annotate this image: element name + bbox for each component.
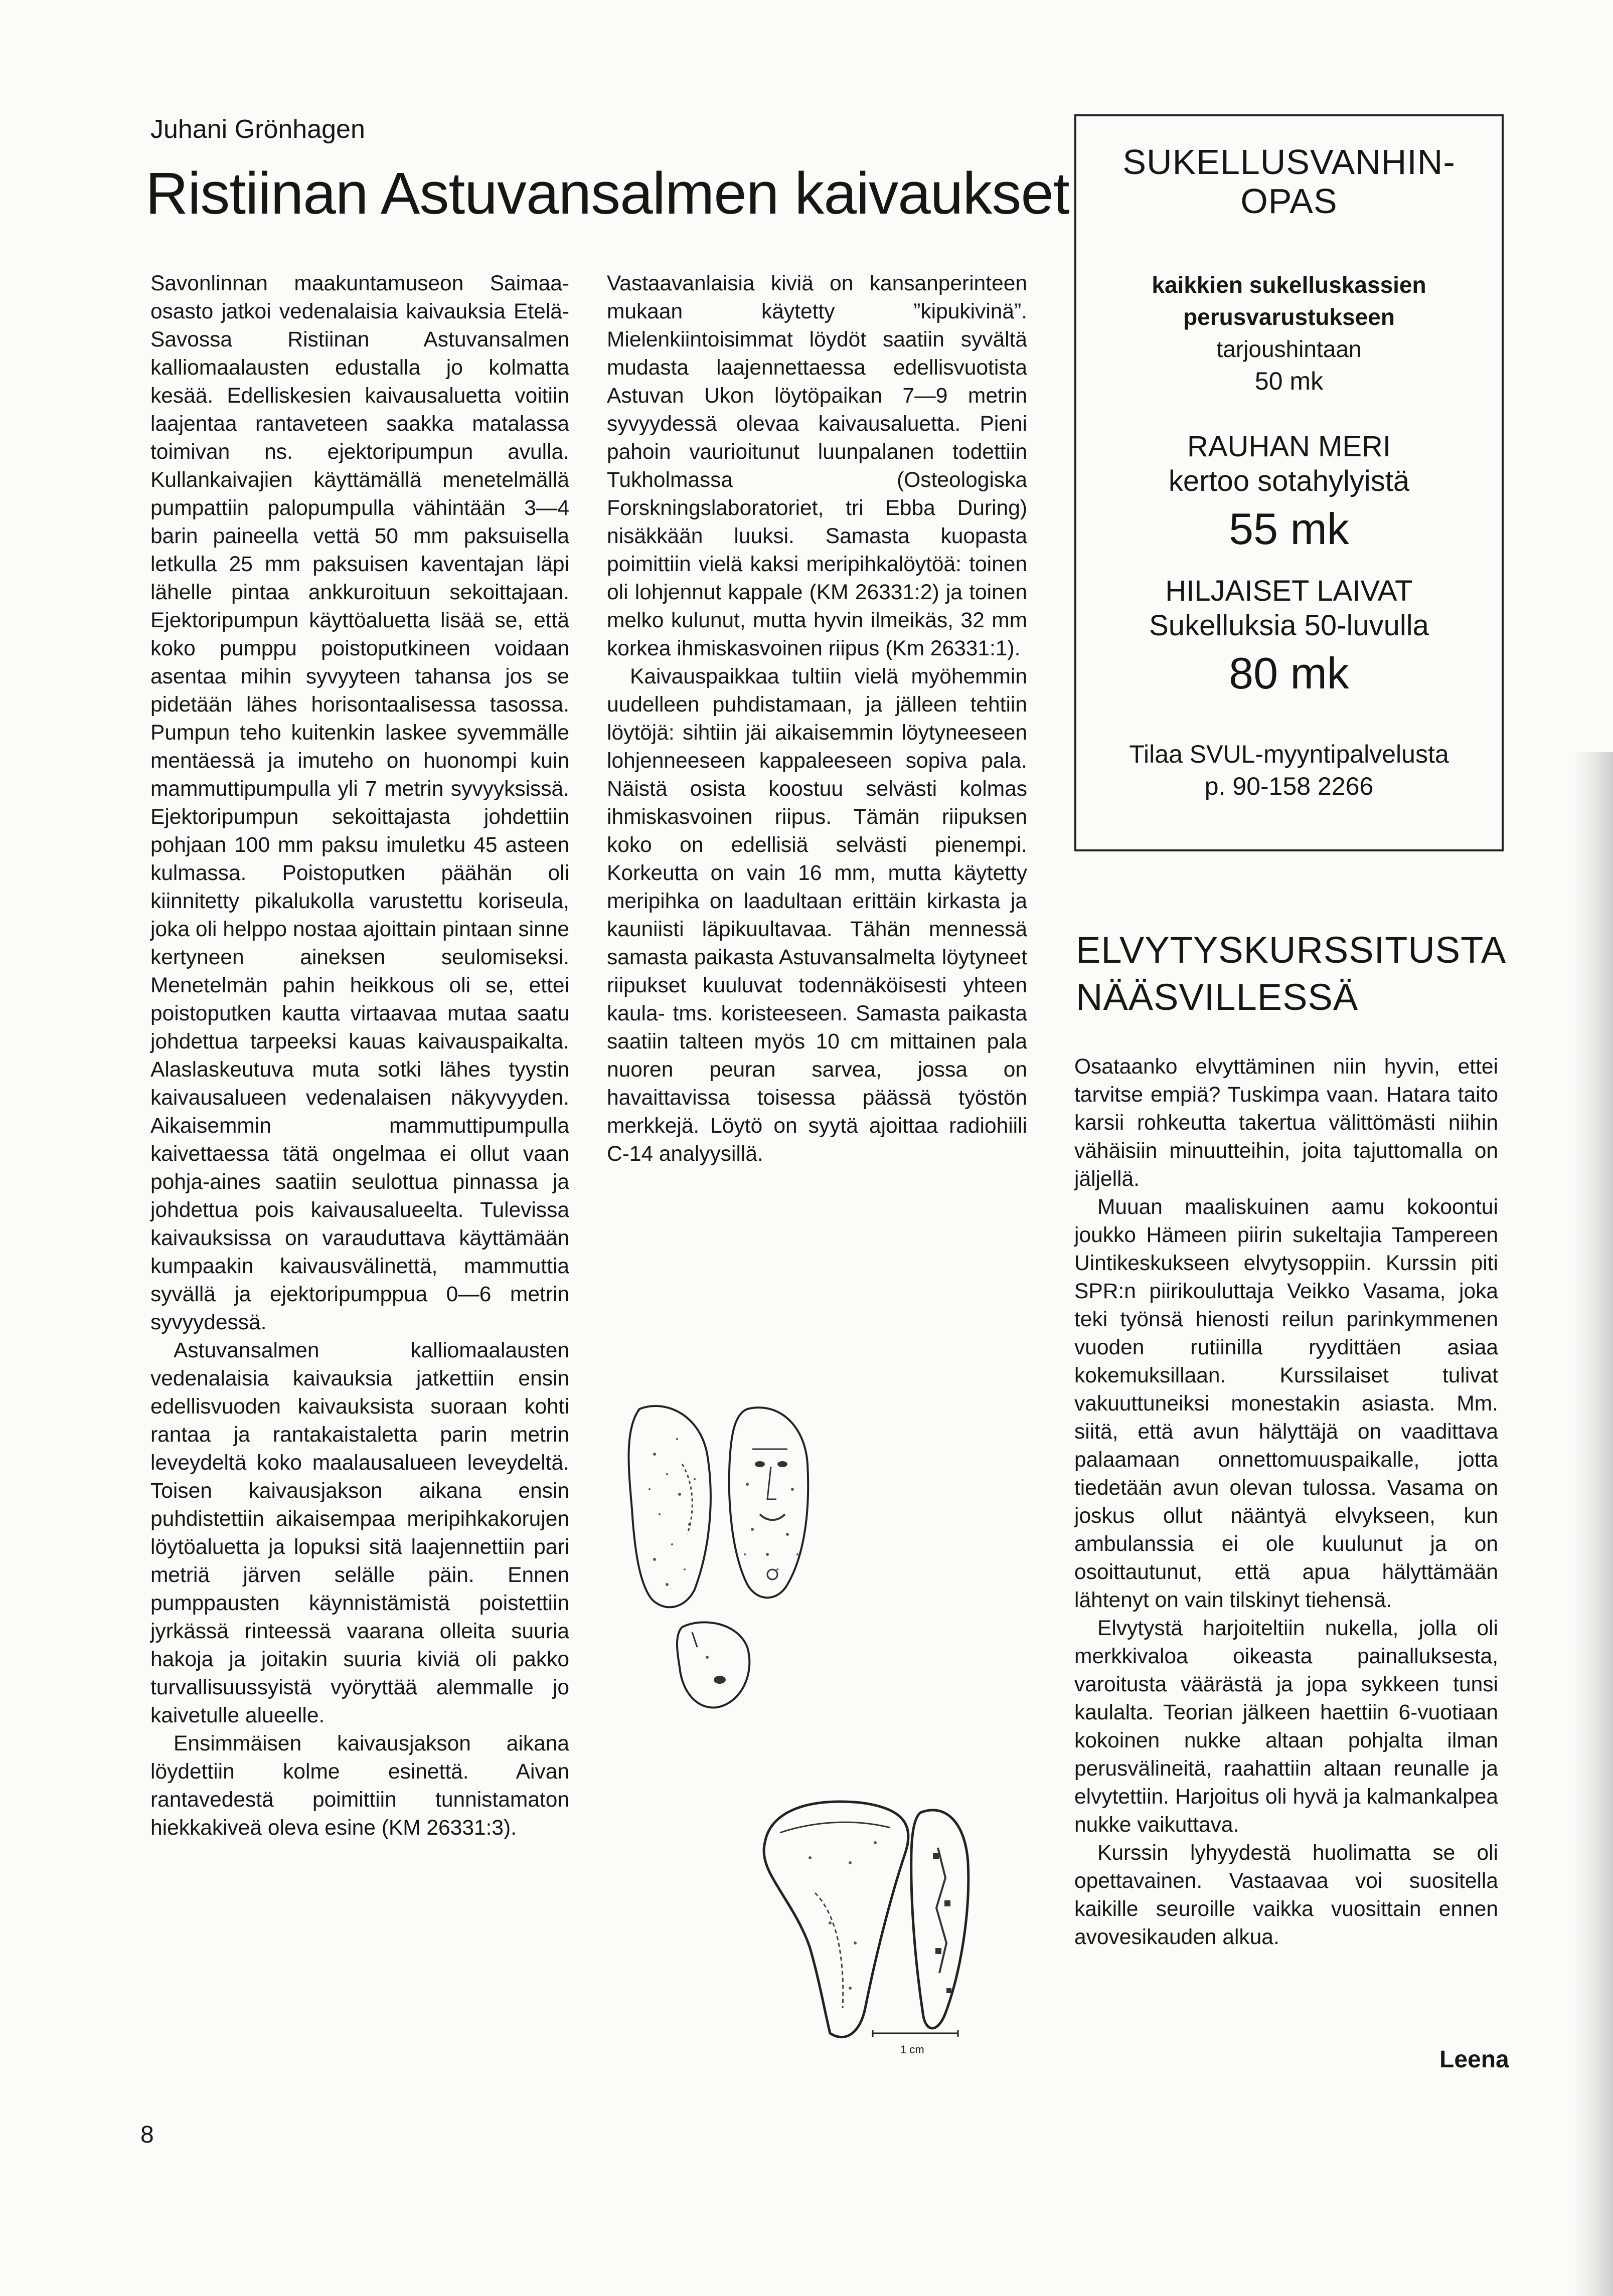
book1-price: 55 mk (1229, 504, 1349, 554)
scale-label: 1 cm (900, 2043, 924, 2056)
paragraph: Kurssin lyhyydestä huolimatta se oli opettavainen. Vastaavaa voi suositella kaikille seuroille vaikka vuosittain ennen avovesikauden alkua. (1074, 1841, 1498, 1949)
book2-subtitle: Sukelluksia 50-luvulla (1149, 609, 1429, 642)
sidebar-article-body (1074, 1053, 1498, 1952)
ad-offer (1076, 269, 1502, 397)
article-title: Ristiinan Astuvansalmen kaivaukset (145, 160, 1069, 227)
ad-heading (1076, 142, 1502, 221)
paragraph: Ensimmäisen kaivausjakson aikana löydettiin kolme esinettä. Aivan rantavedestä poimittiin tunnistamaton hiekkakiveä oleva esine (KM 26331:3). (150, 1732, 569, 1840)
pendant-drawing-2 (717, 1404, 818, 1605)
author-name: Juhani Grönhagen (150, 115, 365, 144)
book1-subtitle: kertoo sotahylyistä (1168, 465, 1410, 497)
paragraph: Vastaavanlaisia kiviä on kansanperinteen mukaan käytetty ”kipukivinä”. Mielenkiintoisimmat löydöt saatiin syvältä mudasta laajennettaessa edellisvuotista Astuvan Ukon löytöpaikan 7—9 metrin syvyydessä olevaa kaivausaluetta. Pieni pahoin vaurioitunut luunpalanen todettiin Tukholmassa (Osteologiska Forskningslaboratoriet, tri Ebba During) nisäkkään luuksi. Samasta kuopasta poimittiin vielä kaksi meripihkalöytöä: toinen oli lohjennut kappale (KM 26331:2) ja toinen melko kulunut, mutta hyvin ilmeikäs, 32 mm korkea ihmiskasvoinen riipus (Km 26331:1). (607, 272, 1027, 660)
ad-offer-price: 50 mk (1254, 367, 1324, 395)
ad-heading-line: OPAS (1240, 182, 1338, 221)
pendant-drawing-3 (672, 1617, 757, 1712)
scale-bar (870, 2028, 960, 2038)
paragraph: Osataanko elvyttäminen niin hyvin, ettei tarvitse empiä? Tuskimpa vaan. Hatara taito karsii rohkeutta takertua välittömästi niihin vähäisiin minuutteihin, joita tajuttomalla on jäljellä. (1074, 1055, 1498, 1191)
advertisement-box (1074, 114, 1504, 851)
antler-fragment-drawing (750, 1793, 986, 2058)
signature: Leena (1439, 2046, 1509, 2073)
book2-title: HILJAISET LAIVAT (1165, 575, 1413, 607)
sidebar-title-line: ELVYTYSKURSSITUSTA (1076, 929, 1507, 971)
book1-title: RAUHAN MERI (1187, 430, 1391, 463)
ad-offer-line: perusvarustukseen (1183, 304, 1395, 330)
paragraph: Muuan maaliskuinen aamu kokoontui joukko Hämeen piirin sukeltajia Tampereen Uintikeskukseen elvytysoppiin. Kurssin piti SPR:n piirikouluttaja Veikko Vasama, joka teki työnsä hienosti reilun parinkymmenen vuoden rutiinilla ryydittäen asiaa kokemuksillaan. Kurssilaiset tulivat vakuuttuneiksi monestakin asiasta. Mm. siitä, että avun hälyttäjä on vaadittava palaamaan onnettomuuspaikalle, jotta tiedetään avun olevan tulossa. Vasama on joskus ollut nääntyä elvykseen, kun ambulanssia ei ole kuulunut ja on osoittautunut, että apua hälyttämään lähtenyt on vain tilskinyt tiehensä. (1074, 1195, 1498, 1612)
paragraph: Savonlinnan maakuntamuseon Saimaa-osasto jatkoi vedenalaisia kaivauksia Etelä-Savossa Ristiinan Astuvansalmen kalliomaalausten edustalla jo kolmatta kesää. Edelliskesien kaivausaluetta voitiin laajentaa rantaveteen saakka matalassa toimivan ns. ejektoripumpun avulla. Kullankaivajien käyttämällä menetelmällä pumpattiin palopumpulla vähintään 3—4 barin paineella vettä 50 mm paksuisella letkulla 25 mm paksuisen kaventajan läpi lähelle pintaa ankkuroituun sekoittajaan. Ejektoripumpun käyttöaluetta lisää se, että koko pumppu poistoputkineen voidaan asentaa mihin syvyyteen tahansa jos se pidetään lähes horisontaalisessa tasossa. Pumpun teho kuitenkin laskee syvemmälle mentäessä ja imuteho on huonompi kuin mammuttipumpulla yli 7 metrin syvyyksissä. Ejektoripumpun sekoittajasta johdettiin pohjaan 100 mm paksu imuletku 45 asteen kulmassa. Poistoputken päähän oli kiinnitetty pikalukolla varustettu koriseula, joka oli helppo nostaa ajoittain pintaan sinne kertyneen aineksen seulomiseksi. Menetelmän pahin heikkous oli se, ettei poistoputken kautta virtaavaa mutaa saatu johdettua tarpeeksi kauas kaivauspaikalta. Alaslaskeutuva muta sotki lähes tyystin kaivausalueen vedenalaisen näkyvyyden. Aikaisemmin mammuttipumpulla kaivettaessa tätä ongelmaa ei ollut vaan pohja-aines saatiin seulottua pinnassa ja johdettua pois kaivausalueelta. Tulevissa kaivauksissa on varauduttava käyttämään kumpaakin kaivausvälinettä, mammuttia syvällä ja ejektoripumppua 0—6 metrin syvyydessä. (150, 272, 569, 1334)
article-column-1 (150, 270, 569, 1842)
paragraph: Kaivauspaikkaa tultiin vielä myöhemmin uudelleen puhdistamaan, ja jälleen tehtiin löytöjä: sihtiin jäi aikaisemmin löytyneeseen lohjenneeseen kappaleeseen sopiva pala. Näistä osista koostuu selvästi kolmas ihmiskasvoinen riipus. Tämän riipuksen koko on edellisiä selvästi pienempi. Korkeutta on vain 16 mm, mutta käytetty meripihka on laadultaan erittäin kirkasta ja kauniisti läpikuultavaa. Tähän mennessä samasta paikasta Astuvansalmelta löytyneet riipukset kuuluvat todennäköisesti yhteen kaula- tms. koristeeseen. Samasta paikasta saatiin talteen myös 10 cm mittainen pala nuoren peuran sarvea, jossa on havaittavissa toisessa päässä työstön merkkejä. Löytö on syytä ajoittaa radiohiili C-14 analyysillä. (607, 665, 1027, 1166)
ad-offer-line: kaikkien sukelluskassien (1152, 272, 1426, 298)
pendant-drawing-1 (619, 1399, 720, 1615)
paragraph: Elvytystä harjoiteltiin nukella, jolla oli merkkivaloa oikeasta painalluksesta, varoitusta väärästä ja jopa sykkeen tunsi kaulalta. Teorian jälkeen haettiin 6-vuotiaan kokoinen nukke altaan pohjalta ilman perusvälineitä, raahattiin altaan reunalle ja elvytettiin. Harjoitus oli hyvä ja kalmankalpea nukke vaikuttava. (1074, 1617, 1498, 1837)
paragraph: Astuvansalmen kalliomaalausten vedenalaisia kaivauksia jatkettiin ensin edellisvuoden kaivauksista suoraan kohti rantaa ja rantakaistaletta parin metrin leveydeltä koko maalausalueen leveydeltä. Toisen kaivausjakson aikana ensin puhdistettiin aikaisempaa meripihkakorujen löytöaluetta ja lopuksi sitä laajennettiin pari metriä järven selälle päin. Ennen pumppausten käynnistämistä poistettiin jyrkässä rinteessä vaarana olleita suuria hakoja ja joitakin suuria kiviä oli pakko turvallisuussyistä vyöryttää alemmalle jo kaivetulle alueelle. (150, 1339, 569, 1727)
ad-offer-line: tarjoushintaan (1216, 336, 1362, 362)
order-line: Tilaa SVUL-myyntipalvelusta (1129, 740, 1449, 768)
page-number: 8 (140, 2122, 154, 2148)
phone-line: p. 90-158 2266 (1204, 772, 1374, 800)
ad-heading-line: SUKELLUSVANHIN- (1122, 142, 1456, 182)
sidebar-title-line: NÄÄSVILLESSÄ (1076, 976, 1359, 1018)
page-edge-shadow (1573, 752, 1613, 2296)
book2-price: 80 mk (1229, 648, 1349, 698)
sidebar-article-title (1076, 927, 1507, 1021)
article-column-2 (607, 270, 1027, 1168)
